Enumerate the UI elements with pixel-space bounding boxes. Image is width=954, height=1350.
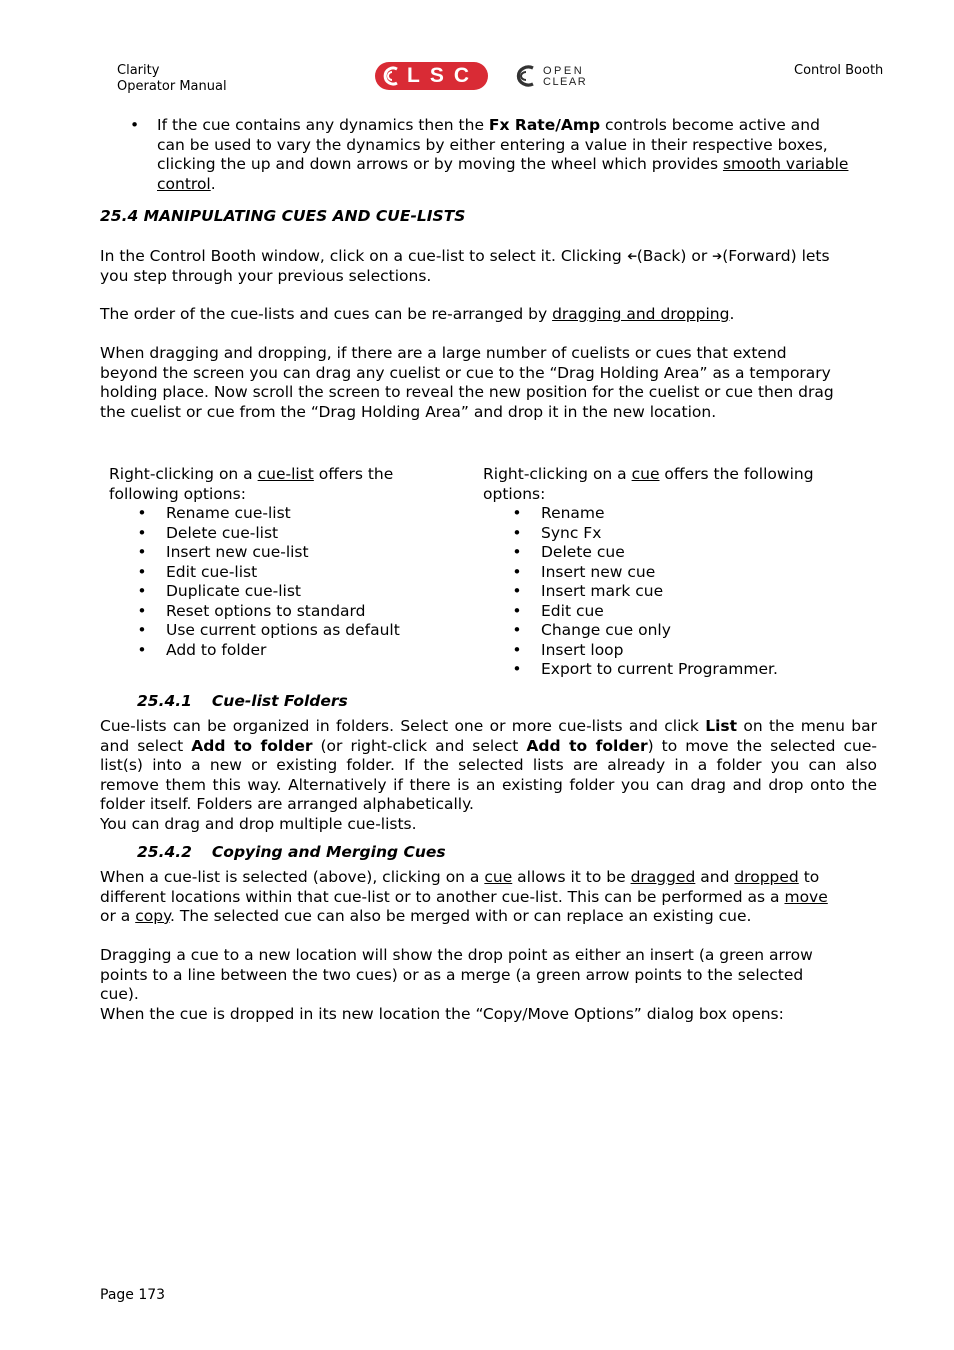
header-section: Control Booth bbox=[794, 63, 884, 78]
cue-option-item-label: Sync Fx bbox=[541, 523, 602, 542]
cue-menu-intro: Right-clicking on a cue offers the following options: bbox=[483, 465, 814, 503]
cuelist-option-item-label: Duplicate cue-list bbox=[166, 582, 302, 600]
paragraph-copy-merge: When a cue-list is selected (above), clicking on a cue allows it to be dragged and dropped to different locations within that cue-list or to another cue-list. This can be performed as a move or a copy. The selected cue can also be merged with or can replace an existing cue. bbox=[100, 868, 828, 925]
bullet-icon: • bbox=[137, 601, 147, 620]
doc-title: Clarity bbox=[117, 63, 160, 78]
bullet-icon: • bbox=[512, 640, 522, 659]
link-dropped[interactable]: dropped bbox=[734, 868, 799, 886]
openclear-swirl-icon bbox=[511, 64, 541, 88]
bullet-icon: • bbox=[512, 582, 522, 600]
bullet-icon: • bbox=[512, 562, 522, 581]
intro-bullet: If the cue contains any dynamics then the Fx Rate/Amp controls become active and can be used to vary the dynamics by either entering a value in their respective boxes, clicking the up and down arrows or by moving the wheel which provides smooth variable control. bbox=[157, 116, 849, 193]
lsc-logo-text: LSC bbox=[407, 64, 479, 87]
cuelist-option-item-label: Insert new cue-list bbox=[166, 543, 309, 561]
openclear-logo bbox=[511, 64, 611, 90]
forward-arrow-icon: ➔ bbox=[712, 249, 723, 263]
bullet-icon: • bbox=[137, 562, 147, 581]
cue-option-item-label: Insert loop bbox=[541, 640, 624, 659]
paragraph-folders: Cue-lists can be organized in folders. Select one or more cue-lists and click List on the menu bar and select Add to folder (or right-click and select Add to folder) to move the selected cue- list(s) into a new or existing folder. If the selected lists are already in a folder you can also remove them this way. Alternatively if there is an existing folder you can drag and drop onto the folder itself. Folders are arranged alphabetically. You can drag and drop multiple cue-lists. bbox=[100, 717, 877, 833]
link-smooth-variable-control[interactable]: smooth variable bbox=[722, 155, 849, 173]
link-smooth-variable-control-2[interactable]: control bbox=[157, 174, 211, 193]
section-heading-25-4-2: 25.4.2 Copying and Merging Cues bbox=[137, 843, 446, 861]
paragraph-drag-holding: When dragging and dropping, if there are a large number of cuelists or cues that extend beyond the screen you can drag any cuelist or cue to the “Drag Holding Area” as a temporary holding place. Now scroll the screen to reveal the new position for the cuelist or cue then drag the cuelist or cue from the “Drag Holding Area” and drop it in the new location. bbox=[100, 344, 834, 421]
logo-clear-text: CLEAR bbox=[543, 76, 588, 88]
cuelist-option-item-label: Rename cue-list bbox=[166, 504, 291, 522]
section-heading-25-4: 25.4 MANIPULATING CUES AND CUE-LISTS bbox=[100, 207, 466, 225]
cue-option-item-label: Export to current Programmer. bbox=[541, 660, 778, 678]
cue-option-item-label: Insert new cue bbox=[541, 562, 656, 581]
paragraph-reorder: The order of the cue-lists and cues can be re-arranged by dragging and dropping. bbox=[100, 305, 735, 323]
bullet-icon: • bbox=[512, 523, 522, 542]
bullet-icon: • bbox=[137, 543, 147, 561]
bullet-icon: • bbox=[512, 504, 522, 522]
link-cue-2[interactable]: cue bbox=[484, 868, 513, 886]
link-dragging-and-dropping[interactable]: dragging and dropping bbox=[552, 305, 730, 323]
cuelist-option-item-label: Delete cue-list bbox=[166, 523, 279, 542]
bullet-icon: • bbox=[137, 582, 147, 600]
bullet-icon: • bbox=[137, 504, 147, 522]
cuelist-option-item-label: Edit cue-list bbox=[166, 562, 258, 581]
paragraph-drop-point: Dragging a cue to a new location will show the drop point as either an insert (a green arrow points to a line between the two cues) or as a merge (a green arrow points to the selected cue). When the cue is dropped in its new location the “Copy/Move Options” dialog box opens: bbox=[100, 946, 813, 1023]
lsc-logo bbox=[375, 62, 488, 90]
cue-option-item-label: Change cue only bbox=[541, 621, 671, 639]
cue-option-item-label: Insert mark cue bbox=[541, 582, 664, 600]
paragraph-selection: In the Control Booth window, click on a cue-list to select it. Clicking ➔(Back) or ➔(Forward) lets you step through your previous selections. bbox=[100, 247, 830, 285]
bullet-icon: • bbox=[512, 543, 522, 561]
cue-option-item-label: Edit cue bbox=[541, 601, 604, 620]
cuelist-options-list bbox=[137, 504, 457, 664]
cuelist-menu-intro: Right-clicking on a cue-list offers the following options: bbox=[109, 465, 394, 503]
link-copy[interactable]: copy bbox=[135, 907, 171, 925]
bullet-icon: • bbox=[512, 601, 522, 620]
cuelist-option-item-label: Use current options as default bbox=[166, 621, 400, 639]
bullet-icon: • bbox=[137, 621, 147, 639]
cue-options-list bbox=[512, 504, 852, 684]
section-heading-25-4-1: 25.4.1 Cue-list Folders bbox=[137, 692, 348, 710]
cue-option-item-label: Delete cue bbox=[541, 543, 625, 561]
link-cue-list[interactable]: cue-list bbox=[257, 465, 314, 483]
bullet-icon: • bbox=[512, 621, 522, 639]
cue-option-item-label: Rename bbox=[541, 504, 605, 522]
header-doc-title bbox=[117, 63, 227, 95]
bullet-icon: • bbox=[137, 523, 147, 542]
cuelist-option-item-label: Add to folder bbox=[166, 640, 267, 659]
bullet-icon: • bbox=[512, 660, 522, 678]
doc-subtitle: Operator Manual bbox=[117, 79, 227, 94]
bullet-icon: • bbox=[137, 640, 147, 659]
page-number: Page 173 bbox=[100, 1287, 166, 1303]
cuelist-option-item-label: Reset options to standard bbox=[166, 601, 366, 620]
back-arrow-icon: ➔ bbox=[626, 249, 637, 263]
intro-bullet-dot: • bbox=[130, 116, 140, 134]
link-move[interactable]: move bbox=[784, 887, 828, 906]
logo-open-text: OPEN bbox=[543, 65, 585, 77]
link-cue[interactable]: cue bbox=[631, 465, 660, 483]
lsc-swirl-icon bbox=[380, 64, 404, 88]
link-dragged[interactable]: dragged bbox=[630, 868, 696, 886]
